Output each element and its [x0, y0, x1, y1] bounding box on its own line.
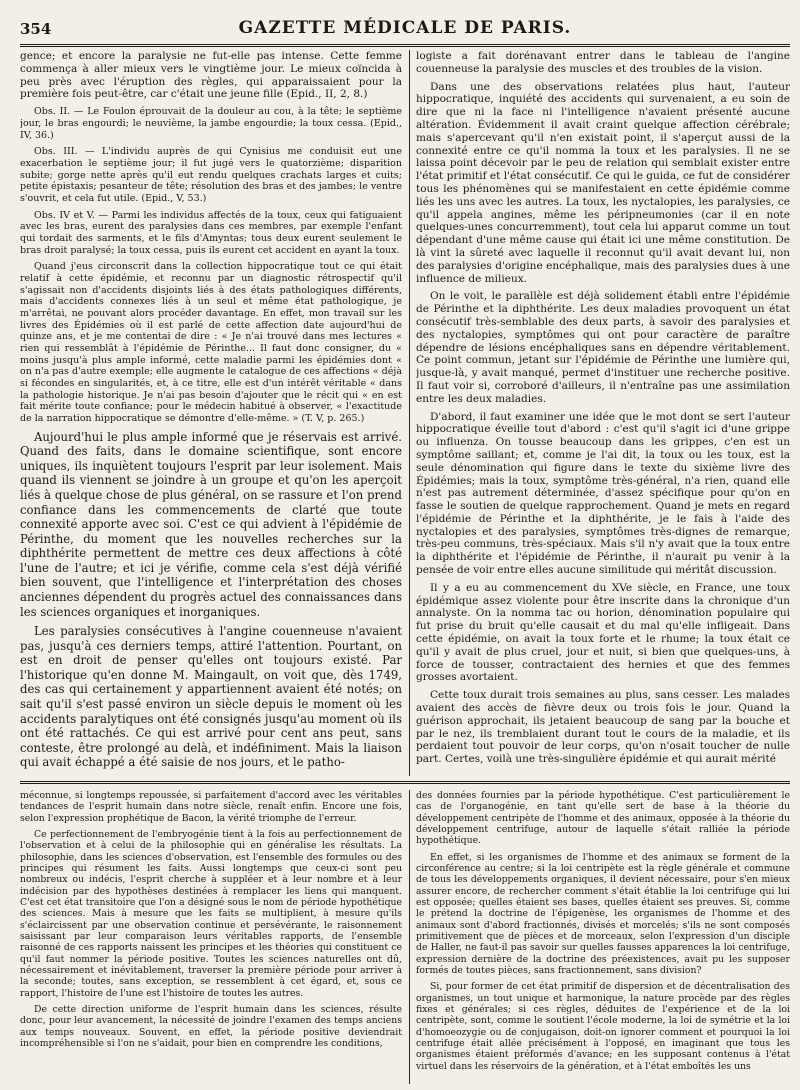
section-rule: [20, 781, 790, 784]
paragraph: On le voit, le parallèle est déjà solidement établi entre l'épidémie de Périnthe et la diphthérite. Les deux maladies provoquent un état consécutif très-semblable des deux parts, à savoir des paralysies et des nyctalopies, symptômes qui ont pour caractère de paraître dépendre de lésions encéphaliques sans en dépendre véritablement. Ce point commun, jetant sur l'épidémie de Périnthe une lumière qui, jusque-là, y avait manqué, permet d'instituer une recherche positive. Il faut voir si, corroboré d'ailleurs, il n'entraîne pas une assimilation entre les deux maladies.: [416, 290, 790, 405]
paragraph: logiste a fait dorénavant entrer dans le tableau de l'angine couenneuse la paralysie des muscles et des troubles de la vision.: [416, 50, 790, 75]
paragraph: Si, pour former de cet état primitif de dispersion et de décentralisation des organismes, un tout unique et harmonique, la nature procède par des règles fixes et générales; si ces règles, déduites de l'expérience et de la loi centripète, sont, comme le soutient l'école moderne, la loi de symétrie et la loi d'homoeozygie ou de conjugaison, doit-on ignorer comment et pourquoi la loi centrifuge était allée précisément à l'opposé, en imaginant que tous les organismes étaient préformés d'avance; en les supposant contenus à l'état virtuel dans les réservoirs de la génération, et à l'état emboîtés les uns: [416, 981, 790, 1072]
paragraph: De cette direction uniforme de l'esprit humain dans les sciences, résulte donc, pour leur avancement, la nécessité de joindre l'examen des temps anciens aux temps nouveaux. Souvent, en effet, la période positive deviendrait incompréhensible si l'on ne s'aidait, pour bien en comprendre les conditions,: [20, 1003, 402, 1049]
upper-right-column: [416, 50, 790, 776]
page-header: [20, 14, 790, 40]
observation-2: Obs. II. — Le Foulon éprouvait de la douleur au cou, à la tête; le septième jour, le bras engourdi; le neuvième, la jambe engourdie; la toux cessa. (Epid., IV, 36.): [20, 106, 402, 141]
page-number: 354: [20, 20, 52, 38]
observation-4-5: Obs. IV et V. — Parmi les individus affectés de la toux, ceux qui fatiguaient avec les bras, eurent des paralysies dans ces membres, par exemple l'enfant qui tordait des sarments, et le fils d'Amyntas; tous deux eurent seulement le bras droit paralysé; la toux cessa, puis ils eurent cet accident en ayant la toux.: [20, 209, 402, 256]
header-rule: [20, 44, 790, 47]
paragraph: Cette toux durait trois semaines au plus, sans cesser. Les malades avaient des accès de fièvre deux ou trois fois le jour. Quand la guérison approchait, ils jetaient beaucoup de sang par la bouche et par le nez, ils tremblaient durant tout le cours de la maladie, et ils perdaient tout pouvoir de leur corps, qu'on n'osait toucher de nulle part. Certes, voilà une très-singulière épidémie et qui aurait mérité: [416, 689, 790, 766]
paragraph: des données fournies par la période hypothétique. C'est particulièrement le cas de l'organogénie, en tant qu'elle sert de base à la théorie du développement centripète de l'homme et des animaux, opposée à la théorie du développement centrifuge, autour de laquelle s'était ralliée la période hypothétique.: [416, 790, 790, 847]
paragraph: Ce perfectionnement de l'embryogénie tient à la fois au perfectionnement de l'observation et à celui de la philosophie qui en généralise les résultats. La philosophie, dans les sciences d'observation, est l'ensemble des formules ou des principes qui résument les faits. Aussi longtemps que ceux-ci sont peu nombreux ou indécis, l'esprit cherche à suppléer et à leur nombre et à leur indécision par des hypothèses destinées à remplacer les liens qui manquent. C'est cet état transitoire que l'on a désigné sous le nom de période hypothétique des sciences. Mais à mesure que les faits se multiplient, à mesure qu'ils s'éclaircissent par une observation continue et persévérante, le raisonnement saisissant par leur comparaison leurs véritables rapports, de l'ensemble raisonné de ces rapports naissent les principes et les théories qui constituent ce qu'il faut nommer la période positive. Toutes les sciences naturelles ont dû, nécessairement et inévitablement, traverser la première période pour arriver à la seconde; toutes, sans exception, se ressemblent à cet égard, et, sous ce rapport, l'histoire de l'une est l'histoire de toutes les autres.: [20, 828, 402, 999]
paragraph: D'abord, il faut examiner une idée que le mot dont se sert l'auteur hippocratique éveille tout d'abord : c'est qu'il s'agit ici d'une grippe ou influenza. On tousse beaucoup dans les grippes, c'en est un symptôme saillant; et, comme je l'ai dit, la toux ou les toux, est la seule dénomination qui figure dans le texte du sixième livre des Épidémies; mais la toux, symptôme très-général, n'a rien, quand elle n'est pas autrement déterminée, d'assez spécifique pour qu'on en fasse le soutien de quelque rapprochement. Quand je mets en regard l'épidémie de Périnthe et la diphthérite, je le fais à l'aide des nyctalopies et des paralysies, symptômes très-dignes de remarque, très-peu communs, très-spéciaux. Mais s'il n'y avait que la toux entre la diphthérite et l'épidémie de Périnthe, il n'aurait pu venir à la pensée de voir entre elles aucune similitude qui méritât discussion.: [416, 410, 790, 577]
paragraph: Dans une des observations relatées plus haut, l'auteur hippocratique, inquiété des accidents qui survenaient, a eu soin de dire que ni la face ni l'intelligence n'avaient présenté aucune altération. Évidemment il avait craint quelque affection cérébrale; mais s'apercevant qu'il n'en existait point, il s'aperçut aussi de la connexité entre ce qu'il nomma la toux et les paralysies. Il ne se laissa point décevoir par le peu de relation qui semblait exister entre l'état primitif et l'état consécutif. Ce qui le guida, ce fut de considérer tous les phénomènes qui se manifestaient en cette épidémie comme liés les uns avec les autres. La toux, les nyctalopies, les paralysies, ce qu'il appela angines, même les péripneumonies (car il en note quelques-unes concurremment), tout cela lui apparut comme un tout dépendant d'une même cause qui était ici une même constitution. De là vint la sûreté avec laquelle il reconnut qu'il avait devant lui, non des paralysies d'origine encéphalique, mais des paralysies dues à une influence de milieux.: [416, 80, 790, 285]
paragraph: Quand j'eus circonscrit dans la collection hippocratique tout ce qui était relatif à cette épidémie, et reconnu par un diagnostic rétrospectif qu'il s'agissait non d'accidents disjoints liés à des états pathologiques différents, mais d'accidents connexes liés à un seul et même état pathologique, je m'arrêtai, ne pouvant alors procéder davantage. En effet, mon travail sur les livres des Épidémies où il est parlé de cette affection date aujourd'hui de quinze ans, et je me contentai de dire : « Je n'ai trouvé dans mes lectures « rien qui ressemblât à l'épidémie de Périnthe... Il faut donc consigner, du « moins jusqu'à plus ample informé, cette maladie parmi les épidémies dont « on n'a pas d'autre exemple; elle augmente le catalogue de ces affections « déjà si fécondes en singularités, et, à ce titre, elle est d'un intérêt véritable « dans la pathologie historique. Je n'ai pas besoin d'ajouter que le récit qui « en est fait mérite toute confiance; pour le médecin habitué à observer, « l'exactitude de la narration hippocratique se démontre d'elle-même. » (T. V, p. 265.): [20, 261, 402, 424]
paragraph: Aujourd'hui le plus ample informé que je réservais est arrivé. Quand des faits, dans le domaine scientifique, sont encore uniques, ils inquiètent toujours l'esprit par leur isolement. Mais quand ils viennent se joindre à un groupe et qu'on les aperçoit liés à quelque chose de plus général, on se rassure et l'on prend confiance dans les commencements de clarté que toute connexité apporte avec soi. C'est ce qui advient à l'épidémie de Périnthe, du moment que les nouvelles recherches sur la diphthérite permettent de mettre ces deux affections à côté l'une de l'autre; et ici je vérifie, comme cela s'est déjà vérifié bien souvent, que l'intelligence et l'interprétation des choses anciennes dépendent du progrès actuel des connaissances dans les sciences organiques et inorganiques.: [20, 429, 402, 619]
column-rule: [409, 50, 410, 776]
observation-3: Obs. III. — L'individu auprès de qui Cynisius me conduisit eut une exacerbation le septième jour; il fut jugé vers le quatorzième; disparition subite; gorge nette après qu'il eut rendu quelques crachats larges et cuits; petite épistaxis; pesanteur de tête; résolution des bras et des jambes; le ventre s'ouvrit, et cela fut utile. (Epid., V, 53.): [20, 146, 402, 204]
upper-left-column: [20, 50, 402, 776]
paragraph: Les paralysies consécutives à l'angine couenneuse n'avaient pas, jusqu'à ces derniers temps, attiré l'attention. Pourtant, on est en droit de penser qu'elles ont toujours existé. Par l'historique qu'en donne M. Maingault, on voit que, dès 1749, des cas qui certainement y appartiennent avaient été notés; on sait qu'il s'est passé environ un siècle depuis le moment où les accidents paralytiques ont été consignés jusqu'au moment où ils ont été rattachés. Ce qui est arrivé pour cent ans peut, sans conteste, être prolongé au delà, et indéfiniment. Mais la liaison qui avait échappé a été saisie de nos jours, et le patho-: [20, 624, 402, 770]
column-rule: [409, 790, 410, 1084]
paragraph: En effet, si les organismes de l'homme et des animaux se forment de la circonférence au centre; si la loi centripète est la règle générale et commune de tous les développements organiques, il devient nécessaire, pour s'en mieux assurer encore, de rechercher comment s'était établie la loi centrifuge qui lui est opposée; quelles étaient ses bases, quelles étaient ses preuves. Si, comme le prétend la doctrine de l'épigenèse, les organismes de l'homme et des animaux sont d'abord fractionnés, divisés et morcelés; s'ils ne sont composés primitivement que de pièces et de morceaux, selon l'expression d'un disciple de Haller, ne faut-il pas savoir sur quelles fausses apparences la loi centrifuge, expression dernière de la doctrine des préexistences, avait pu les supposer formés de toutes pièces, sans fractionnement, sans division?: [416, 851, 790, 976]
lower-left-column: [20, 790, 402, 1084]
running-title: GAZETTE MÉDICALE DE PARIS.: [238, 18, 572, 38]
paragraph: gence; et encore la paralysie ne fut-elle pas intense. Cette femme commença à aller mieux vers le vingtième jour. Le mieux coïncida à peu près avec l'éruption des règles, qui apparaissaient pour la première fois peut-être, car c'était une jeune fille (Epid., II, 2, 8.): [20, 50, 402, 101]
lower-right-column: [416, 790, 790, 1084]
paragraph: Il y a eu au commencement du XVe siècle, en France, une toux épidémique assez violente pour être inscrite dans la chronique d'un annalyste. On la nomma tac ou horion, dénomination populaire qui fut prise du bruit qu'elle causait et du mal qu'elle infligeait. Dans cette épidémie, on avait la toux forte et le rhume; la toux était ce qu'il y avait de plus cruel, jour et nuit, si bien que quelques-uns, à force de tousser, contractaient des hernies et que des femmes grosses avortaient.: [416, 581, 790, 684]
paragraph: méconnue, si longtemps repoussée, si parfaitement d'accord avec les véritables tendances de l'esprit humain dans notre siècle, renaît enfin. Encore une fois, selon l'expression prophétique de Bacon, la vérité triomphe de l'erreur.: [20, 790, 402, 824]
